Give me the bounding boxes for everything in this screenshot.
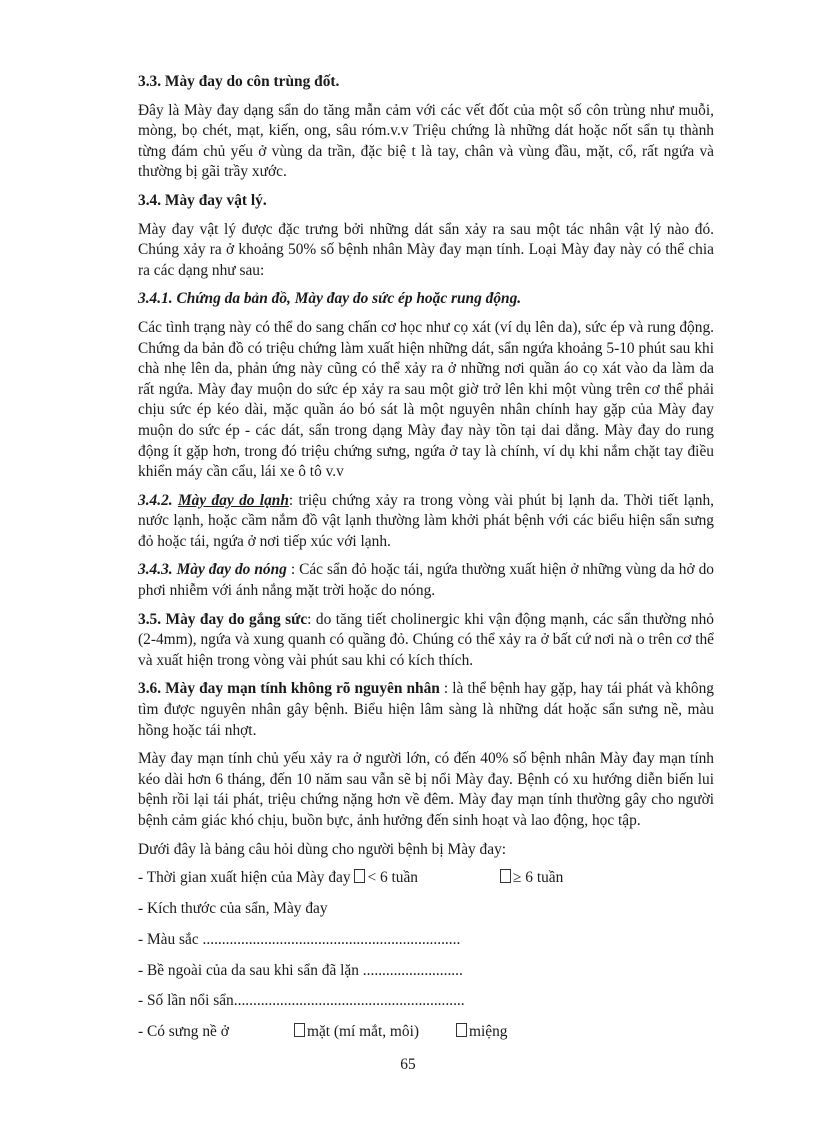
question-duration-label: - Thời gian xuất hiện của Mày đay <box>138 869 355 887</box>
question-color-label: - Màu sắc ................................................................... <box>138 930 461 948</box>
paragraph-3-3: Đây là Mày đay dạng sẩn do tăng mẫn cảm với các vết đốt của một số côn trùng như muỗi, mòng, bọ chét, mạt, kiến, ong, sâu róm.v.v Triệu chứng là những dát hoặc nốt sẩn tụ thành từng đám chủ yếu ở vùng da trần, đặc biệ t là tay, chân và vùng đầu, mặt, cổ, rất ngứa và thường bị gãi trầy xước. <box>138 101 714 181</box>
question-swelling <box>138 1022 714 1043</box>
question-swelling-label: - Có sưng nề ở <box>138 1023 229 1041</box>
paragraph-3-4-2 <box>138 491 714 553</box>
option-group-mouth <box>456 1022 507 1043</box>
page-content <box>138 72 714 1053</box>
question-skin-appearance-label: - Bề ngoài của da sau khi sẩn đã lặn .......................... <box>138 961 463 979</box>
question-size-label: - Kích thước của sẩn, Mày đay <box>138 899 328 917</box>
checkbox-mouth[interactable] <box>456 1023 467 1037</box>
checkbox-face[interactable] <box>294 1023 305 1037</box>
heading-3-3: 3.3. Mày đay do côn trùng đốt. <box>138 73 340 90</box>
checkbox-under-6-weeks[interactable] <box>354 869 365 883</box>
option-mouth: miệng <box>469 1023 508 1041</box>
question-size <box>138 899 714 920</box>
question-duration <box>138 868 714 889</box>
question-episode-count <box>138 991 714 1012</box>
page-number: 65 <box>400 1056 416 1073</box>
paragraph-3-4-1: Các tình trạng này có thể do sang chấn cơ học như cọ xát (ví dụ lên da), sức ép và rung động. Chứng da bản đồ có triệu chứng làm xuất hiện những dát, sẩn ngứa khoảng 5-10 phút sau khi chà nhẹ lên da, phản ứng này cũng có thể xảy ra ở những nơi quần áo cọ xát vào da làm da rất ngứa. Mày đay muộn do sức ép xảy ra sau một giờ trở lên khi một vùng trên cơ thể phải chịu sức ép kéo dài, mặc quần áo bó sát là một nguyên nhân chính hay gặp của Mày đay muộn do sức ép - các dát, sẩn trong dạng Mày đay này tồn tại dai dẳng. Mày đay do rung động ít gặp hơn, trong đó triệu chứng sưng, ngứa ở tay là chính, ví dụ khi nắm chặt tay điều khiển máy cần cẩu, lái xe ô tô v.v <box>138 318 714 481</box>
lead-3-6: 3.6. Mày đay mạn tính không rõ nguyên nhân <box>138 680 440 698</box>
question-episode-count-label: - Số lần nổi sẩn............................................................ <box>138 992 465 1010</box>
heading-3-4: 3.4. Mày đay vật lý. <box>138 191 267 209</box>
option-6-weeks-plus: ≥ 6 tuần <box>513 869 564 887</box>
paragraph-3-4: Mày đay vật lý được đặc trưng bởi những dát sẩn xảy ra sau một tác nhân vật lý nào đó. Chúng xảy ra ở khoảng 50% số bệnh nhân Mày đay mạn tính. Loại Mày đay này có thể chia ra các dạng như sau: <box>138 220 714 279</box>
paragraph-3-6 <box>138 679 714 741</box>
checkbox-6-weeks-plus[interactable] <box>500 869 511 883</box>
questionnaire-intro: Dưới đây là bảng câu hỏi dùng cho người bệnh bị Mày đay: <box>138 840 507 858</box>
option-group-6-weeks-plus <box>500 868 563 889</box>
heading-3-4-1: 3.4.1. Chứng da bản đồ, Mày đay do sức ép hoặc rung động. <box>138 290 522 308</box>
question-skin-appearance <box>138 961 714 982</box>
paragraph-3-4-3 <box>138 560 714 601</box>
body-3-4-2: : triệu chứng xảy ra trong vòng vài phút bị lạnh da. Thời tiết lạnh, nước lạnh, hoặc cầm nắm đồ vật lạnh thường làm khởi phát bệnh với các biểu hiện sẩn sưng đỏ hoặc tái, ngứa ở nơi tiếp xúc với lạnh. <box>138 491 714 550</box>
option-face: mặt (mí mắt, môi) <box>307 1023 419 1041</box>
lead-3-4-3: 3.4.3. Mày đay do nóng <box>138 561 287 579</box>
body-3-4-3: : Các sẩn đỏ hoặc tái, ngứa thường xuất hiện ở những vùng da hở do phơi nhiễm với ánh nắng mặt trời hoặc do nóng. <box>138 561 714 600</box>
lead-3-4-2-title: Mày đay do lạnh <box>177 491 289 509</box>
body-3-5: : do tăng tiết cholinergic khi vận động mạnh, các sẩn thường nhỏ (2-4mm), ngứa và xung quanh có quầng đỏ. Chúng có thể xảy ra ở bất cứ nơi nà o trên cơ thể và xuất hiện trong vòng vài phút sau khi có kích thích. <box>138 610 714 669</box>
option-group-face <box>294 1022 419 1043</box>
body-3-6: : là thể bệnh hay gặp, hay tái phát và không tìm được nguyên nhân gây bệnh. Biểu hiện lâm sàng là những dát hoặc sẩn sưng nề, màu hồng hoặc tái nhợt. <box>138 680 714 739</box>
option-under-6-weeks: < 6 tuần <box>367 869 419 887</box>
paragraph-3-5 <box>138 610 714 672</box>
paragraph-3-6-b: Mày đay mạn tính chủ yếu xảy ra ở người lớn, có đến 40% số bệnh nhân Mày đay mạn tính kéo dài hơn 6 tháng, đến 10 năm sau vẫn sẽ bị nổi Mày đay. Bệnh có xu hướng diễn biến lui bệnh rồi lại tái phát, triệu chứng nặng hơn về đêm. Mày đay mạn tính thường gây cho người bệnh cảm giác khó chịu, buồn bực, ảnh hưởng đến sinh hoạt và lao động, học tập. <box>138 750 714 829</box>
lead-3-5: 3.5. Mày đay do gắng sức <box>138 610 308 628</box>
lead-3-4-2-number: 3.4.2. <box>138 491 178 509</box>
question-color <box>138 930 714 951</box>
